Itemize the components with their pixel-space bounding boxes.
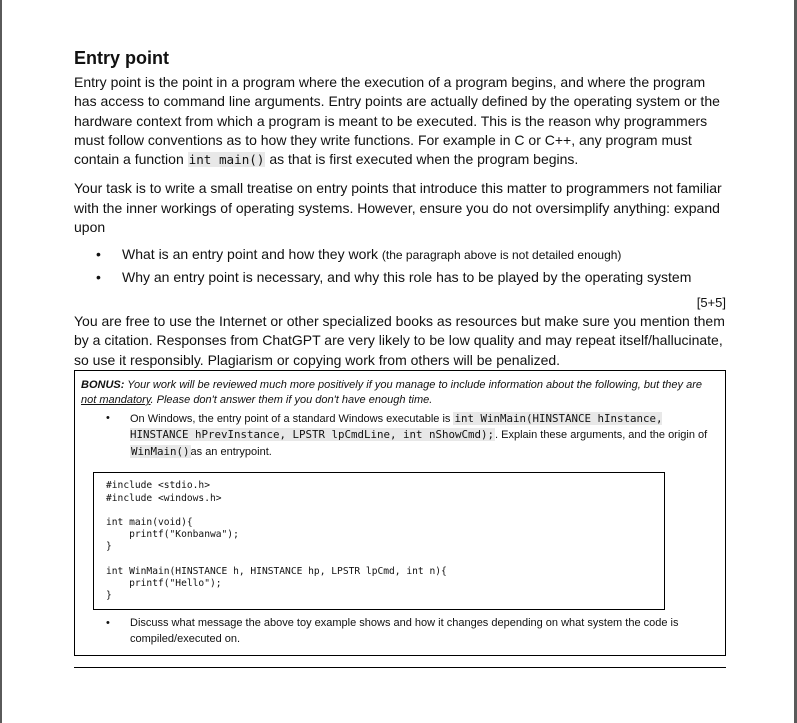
inline-code-winmain: WinMain() xyxy=(131,444,190,458)
code-sample: #include <stdio.h> #include <windows.h> int main(void){ printf("Konbanwa"); } int WinMain(HINSTANCE h, HINSTANCE hp, LPSTR lpCmd, int n){ printf("Hello"); } xyxy=(106,480,447,602)
intro-paragraph xyxy=(74,73,726,169)
bonus-box xyxy=(74,370,726,657)
task-list xyxy=(74,245,726,287)
intro-text-end: as that is first executed when the program begins. xyxy=(265,151,579,168)
list-item xyxy=(74,268,726,287)
bonus-item-text: Discuss what message the above toy example shows and how it changes depending on what system the code is compiled/executed on. xyxy=(130,617,679,645)
bullet-icon: • xyxy=(96,268,101,285)
bonus-text-end: . Please don't answer them if you don't have enough time. xyxy=(150,393,433,406)
code-sample-box xyxy=(93,472,665,610)
list-item xyxy=(81,616,719,647)
task-paragraph: Your task is to write a small treatise on entry points that introduce this matter to programmers not familiar with the inner workings of operating systems. However, ensure you do not oversimplify anything: expand upon xyxy=(74,180,722,236)
resources-paragraph: You are free to use the Internet or other specialized books as resources but make sure you mention them by a citation. Responses from ChatGPT are very likely to be low quality and may repeat itself/hallucinate, so use it responsibly. Plagiarism or copying work from others will be penalized. xyxy=(74,312,725,368)
intro-text: Entry point is the point in a program where the execution of a program begins, and where the program has access to command line arguments. Entry points are actually defined by the operating system or the hardware context from which a program is meant to be executed. This is the reason why programmers must follow conventions as to how they write functions. For example in C or C++, any program must contain a function xyxy=(74,74,720,168)
list-item-note: (the paragraph above is not detailed enough) xyxy=(381,248,622,263)
list-item xyxy=(81,411,719,461)
bonus-item-text-end: as an entrypoint. xyxy=(190,445,272,458)
list-item-text: Why an entry point is necessary, and why this role has to be played by the operating system xyxy=(122,268,692,285)
bonus-list-2 xyxy=(81,616,719,647)
inline-code-main: int main() xyxy=(188,152,265,168)
bullet-icon: • xyxy=(106,617,110,630)
bullet-icon: • xyxy=(106,411,110,424)
bonus-text: Your work will be reviewed much more positively if you manage to include information about the following, but they are xyxy=(124,378,702,391)
section-heading: Entry point xyxy=(74,48,169,68)
bonus-intro xyxy=(81,378,719,408)
page-edge-left xyxy=(0,0,2,723)
bullet-icon: • xyxy=(96,246,101,263)
list-item-text: What is an entry point and how they work xyxy=(122,246,382,263)
bonus-label: BONUS: xyxy=(81,378,125,391)
horizontal-rule xyxy=(74,667,726,668)
marks-label: [5+5] xyxy=(696,294,726,310)
bonus-underlined: not mandatory xyxy=(81,393,151,406)
list-item xyxy=(74,245,726,265)
bonus-list xyxy=(81,411,719,461)
inline-code-winmain-signature: int WinMain(HINSTANCE hInstance, HINSTANCE hPrevInstance, LPSTR lpCmdLine, int nShowCmd); xyxy=(130,411,663,442)
bonus-item-text-mid: . Explain these arguments, and the origin of xyxy=(495,429,708,442)
bonus-item-text: On Windows, the entry point of a standard Windows executable is xyxy=(130,412,454,425)
document-page xyxy=(74,46,726,656)
